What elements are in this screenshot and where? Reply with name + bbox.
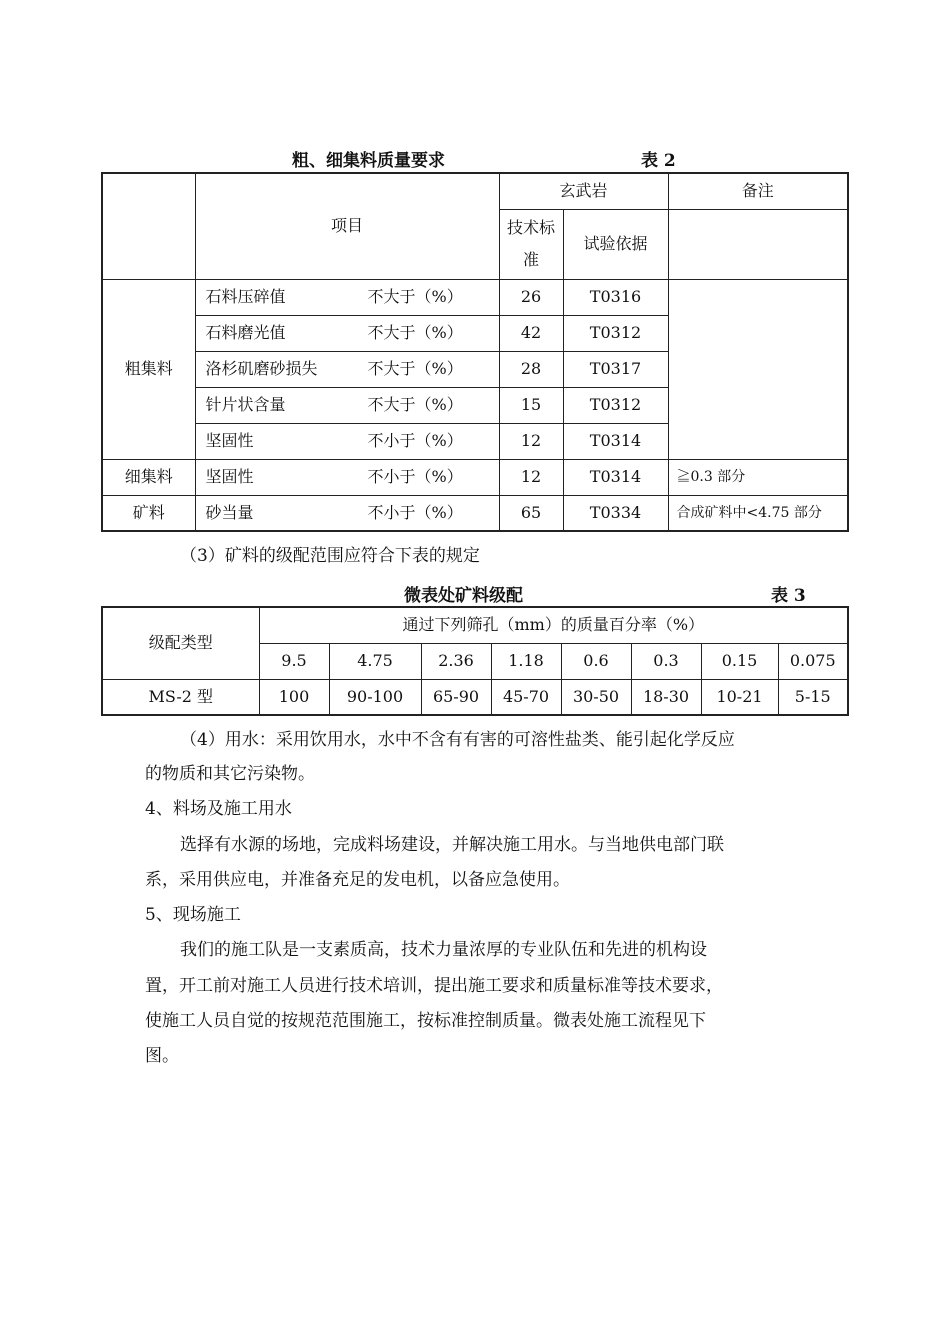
table2-method-header: 试验依据 xyxy=(563,209,668,279)
gradation-table xyxy=(101,606,849,716)
item-name: 砂当量 xyxy=(205,502,254,522)
section-5-line4: 图。 xyxy=(145,1046,179,1066)
passing-percent-header: 通过下列筛孔（mm）的质量百分率（%） xyxy=(259,607,848,643)
item-cell xyxy=(195,279,499,315)
item-name: 石料磨光值 xyxy=(205,323,286,342)
paragraph-4-line2: 的物质和其它污染物。 xyxy=(145,764,315,784)
table2-item-header: 项目 xyxy=(195,173,499,279)
section-4-line2: 系，采用供应电，并准备充足的发电机，以备应急使用。 xyxy=(145,870,570,890)
group-mineral: 矿料 xyxy=(102,495,195,531)
item-name: 石料压碎值 xyxy=(205,287,286,306)
item-name: 坚固性 xyxy=(205,467,254,486)
table-row xyxy=(102,679,848,715)
table2-std-header: 技术标准 xyxy=(499,209,563,279)
method-cell: T0314 xyxy=(563,423,668,459)
item-cell xyxy=(195,387,499,423)
note-cell: 合成矿料中<4.75 部分 xyxy=(668,495,848,531)
method-cell: T0334 xyxy=(563,495,668,531)
sieve-size: 0.15 xyxy=(701,643,778,679)
sieve-size: 0.6 xyxy=(561,643,631,679)
std-cell: 12 xyxy=(499,459,563,495)
section-4-heading: 4、料场及施工用水 xyxy=(145,799,292,819)
table2-remark-empty xyxy=(668,209,848,279)
std-cell: 28 xyxy=(499,351,563,387)
method-cell: T0316 xyxy=(563,279,668,315)
std-cell: 65 xyxy=(499,495,563,531)
method-cell: T0312 xyxy=(563,315,668,351)
table2-corner xyxy=(102,173,195,279)
table-row xyxy=(102,459,848,495)
item-condition: 不大于（%） xyxy=(367,287,463,306)
sieve-size: 4.75 xyxy=(329,643,421,679)
note-cell: ≧0.3 部分 xyxy=(668,459,848,495)
passing-value: 10-21 xyxy=(701,679,778,715)
gradation-type-label: MS-2 型 xyxy=(102,679,259,715)
section-5-line2: 置，开工前对施工人员进行技术培训，提出施工要求和质量标准等技术要求， xyxy=(145,976,723,996)
table2-remark-header: 备注 xyxy=(668,173,848,209)
table2-group-header: 玄武岩 xyxy=(499,173,668,209)
item-name: 坚固性 xyxy=(205,431,254,450)
group-fine: 细集料 xyxy=(102,459,195,495)
table-row xyxy=(102,279,848,315)
item-cell xyxy=(195,495,499,531)
passing-value: 18-30 xyxy=(631,679,701,715)
passing-value: 5-15 xyxy=(778,679,848,715)
sieve-size: 1.18 xyxy=(491,643,561,679)
passing-value: 65-90 xyxy=(421,679,491,715)
method-cell: T0312 xyxy=(563,387,668,423)
table3-number: 表 3 xyxy=(771,586,806,606)
item-name: 洛杉矶磨砂损失 xyxy=(205,359,318,378)
method-cell: T0314 xyxy=(563,459,668,495)
item-condition: 不大于（%） xyxy=(367,323,463,342)
std-cell: 12 xyxy=(499,423,563,459)
item-cell xyxy=(195,351,499,387)
passing-value: 45-70 xyxy=(491,679,561,715)
passing-value: 100 xyxy=(259,679,329,715)
group-coarse: 粗集料 xyxy=(102,279,195,459)
item-condition: 不大于（%） xyxy=(367,395,463,414)
sieve-size: 0.075 xyxy=(778,643,848,679)
table3-caption: 微表处矿料级配 xyxy=(404,586,523,606)
passing-value: 30-50 xyxy=(561,679,631,715)
paragraph-3: （3）矿料的级配范围应符合下表的规定 xyxy=(180,546,480,566)
item-cell xyxy=(195,315,499,351)
item-cell xyxy=(195,459,499,495)
sieve-size: 0.3 xyxy=(631,643,701,679)
section-5-line1: 我们的施工队是一支素质高，技术力量浓厚的专业队伍和先进的机构设 xyxy=(180,940,707,960)
aggregate-quality-table xyxy=(101,172,849,532)
paragraph-4-line1: （4）用水：采用饮用水，水中不含有有害的可溶性盐类、能引起化学反应 xyxy=(180,730,735,750)
item-condition: 不小于（%） xyxy=(367,431,463,450)
section-5-heading: 5、现场施工 xyxy=(145,905,241,925)
sieve-size: 9.5 xyxy=(259,643,329,679)
gradation-type-header: 级配类型 xyxy=(102,607,259,679)
item-condition: 不小于（%） xyxy=(367,467,463,486)
std-cell: 15 xyxy=(499,387,563,423)
table2-caption: 粗、细集料质量要求 xyxy=(292,151,445,171)
item-cell xyxy=(195,423,499,459)
note-cell xyxy=(668,279,848,459)
item-condition: 不小于（%） xyxy=(367,502,463,522)
table2-number: 表 2 xyxy=(641,151,676,171)
section-5-line3: 使施工人员自觉的按规范范围施工，按标准控制质量。微表处施工流程见下 xyxy=(145,1011,706,1031)
sieve-size: 2.36 xyxy=(421,643,491,679)
section-4-line1: 选择有水源的场地，完成料场建设，并解决施工用水。与当地供电部门联 xyxy=(180,835,724,855)
item-name: 针片状含量 xyxy=(205,395,286,414)
item-condition: 不大于（%） xyxy=(367,359,463,378)
method-cell: T0317 xyxy=(563,351,668,387)
table-row xyxy=(102,495,848,531)
std-cell: 26 xyxy=(499,279,563,315)
std-cell: 42 xyxy=(499,315,563,351)
passing-value: 90-100 xyxy=(329,679,421,715)
